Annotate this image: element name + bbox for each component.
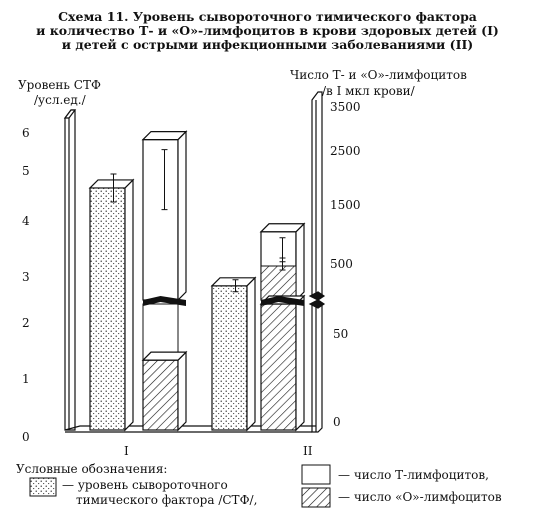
legend-stf-line-1: — уровень сывороточного xyxy=(62,478,228,492)
left-tick-0: 0 xyxy=(22,430,30,444)
right-tick-1500: 1500 xyxy=(330,198,361,212)
right-tick-3500: 3500 xyxy=(330,100,361,114)
legend-swatch-o xyxy=(302,488,330,507)
left-axis-pillar xyxy=(65,110,75,430)
right-tick-500: 500 xyxy=(330,257,353,271)
bars-layer xyxy=(90,132,304,430)
bar-stf-II xyxy=(212,278,255,430)
legend-swatch-t xyxy=(302,465,330,484)
category-label-I: I xyxy=(124,444,129,458)
right-tick-2500: 2500 xyxy=(330,144,361,158)
title-line-2: и количество Т- и «О»-лимфоцитов в крови здоровых детей (I) xyxy=(36,23,499,38)
right-axis-label-line-2: /в I мкл крови/ xyxy=(322,84,415,98)
category-label-II: II xyxy=(303,444,313,458)
title-line-1: Схема 11. Уровень сывороточного тимического фактора xyxy=(58,9,477,24)
left-pillar-face xyxy=(65,110,75,430)
legend-stf-line-2: тимического фактора /СТФ/, xyxy=(76,493,258,507)
right-axis-label-line-1: Число Т- и «О»-лимфоцитов xyxy=(290,68,467,82)
legend-swatch-stf xyxy=(30,478,56,496)
left-tick-1: 1 xyxy=(22,372,30,386)
title-line-3: и детей с острыми инфекционными заболеваниями (II) xyxy=(61,37,474,52)
legend-heading: Условные обозначения: xyxy=(16,462,168,476)
left-tick-5: 5 xyxy=(22,164,30,178)
left-axis-label-line-1: Уровень СТФ xyxy=(18,78,101,92)
right-tick-0: 0 xyxy=(333,415,341,429)
bar-o-lower-I xyxy=(143,352,186,430)
right-axis-pillar xyxy=(310,92,324,432)
legend-t-label: — число Т-лимфоцитов, xyxy=(338,468,489,482)
bar-o-lower-II xyxy=(261,296,304,430)
bar-stf-I xyxy=(90,180,133,430)
right-tick-50: 50 xyxy=(333,327,349,341)
left-tick-3: 3 xyxy=(22,270,30,284)
legend-o-label: — число «О»-лимфоцитов xyxy=(338,490,502,504)
left-tick-6: 6 xyxy=(22,126,30,140)
left-tick-2: 2 xyxy=(22,316,30,330)
bar-o-upper-II xyxy=(261,266,296,300)
left-tick-4: 4 xyxy=(22,214,30,228)
left-axis-label-line-2: /усл.ед./ xyxy=(34,93,86,107)
